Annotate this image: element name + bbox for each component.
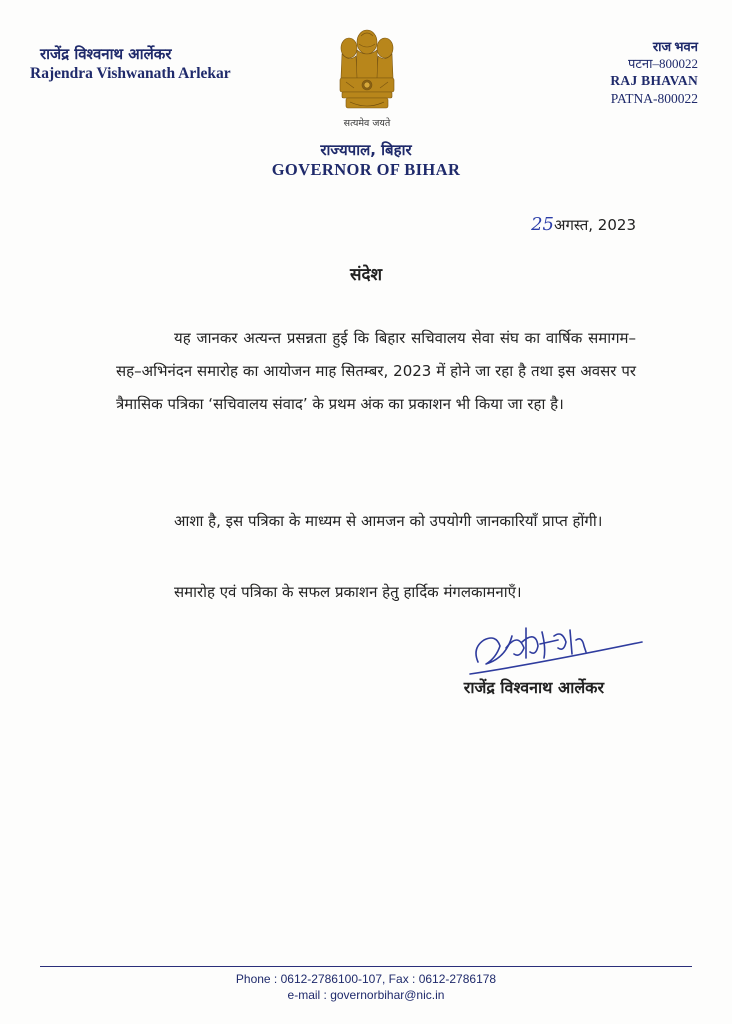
sender-name-block <box>30 44 231 84</box>
handwritten-signature <box>466 618 646 678</box>
emblem-motto: सत्यमेव जयते <box>343 118 391 129</box>
footer-divider <box>40 966 692 967</box>
office-title-english: GOVERNOR OF BIHAR <box>271 160 461 179</box>
footer-email: e-mail : governorbihar@nic.in <box>287 988 445 1002</box>
message-paragraph-1: यह जानकर अत्यन्त प्रसन्नता हुई कि बिहार सचिवालय सेवा संघ का वार्षिक समागम–सह–अभिनंदन समारोह का आयोजन माह सितम्बर, 2023 में होने जा रहा है तथा इस अवसर पर त्रैमासिक पत्रिका ‘सचिवालय संवाद’ के प्रथम अंक का प्रकाशन भी किया जा रहा है। <box>116 329 636 413</box>
letter-date <box>531 214 636 235</box>
message-paragraph-2: आशा है, इस पत्रिका के माध्यम से आमजन को उपयोगी जानकारियाँ प्राप्त होंगी। <box>174 512 603 530</box>
sender-name-english: Rajendra Vishwanath Arlekar <box>30 65 231 82</box>
date-day: 25 <box>531 214 554 235</box>
footer-contact: Phone : 0612-2786100-107, Fax : 0612-2786178 <box>235 972 497 986</box>
address-english-line-1: RAJ BHAVAN <box>610 73 698 88</box>
address-hindi-line-1: राज भवन <box>652 39 698 54</box>
address-english-line-2: PATNA-800022 <box>610 91 698 106</box>
signer-name: राजेंद्र विश्वनाथ आर्लेकर <box>463 678 604 697</box>
national-emblem-icon <box>332 22 402 122</box>
date-month-year: अगस्त, 2023 <box>553 216 636 234</box>
message-title: संदेश <box>349 265 383 285</box>
office-title-hindi: राज्यपाल, बिहार <box>320 141 412 159</box>
address-hindi-line-2: पटना–800022 <box>627 56 698 71</box>
address-block <box>610 38 698 108</box>
message-paragraph-3: समारोह एवं पत्रिका के सफल प्रकाशन हेतु हार्दिक मंगलकामनाएँ। <box>174 583 522 601</box>
sender-name-hindi: राजेंद्र विश्वनाथ आर्लेकर <box>40 45 172 63</box>
